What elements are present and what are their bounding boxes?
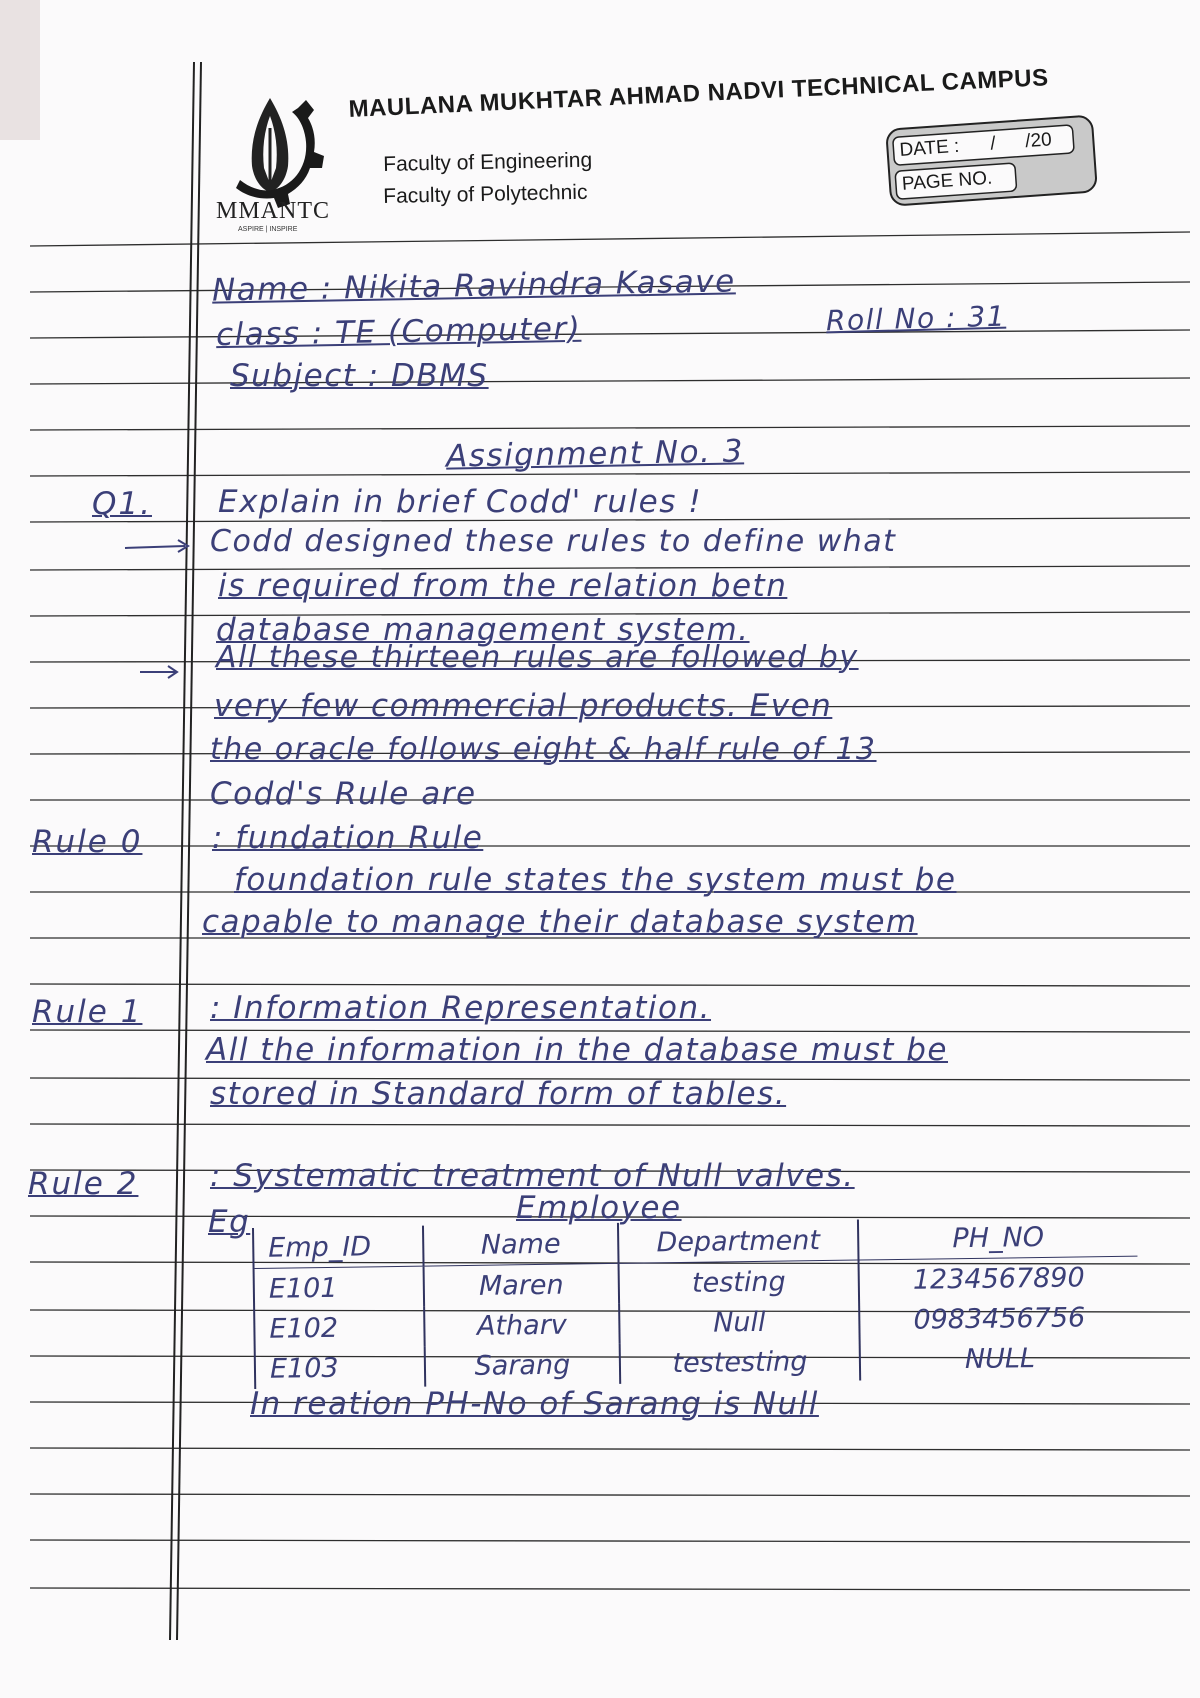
rule-text-line: stored in Standard form of tables. bbox=[210, 1076, 787, 1112]
logo-text: MMANTC bbox=[216, 198, 331, 224]
table-cell: E103 bbox=[255, 1347, 426, 1389]
rule-label: Rule 0 bbox=[32, 824, 143, 860]
rule-title: : fundation Rule bbox=[212, 820, 484, 856]
rule-text-line: foundation rule states the system must be bbox=[234, 862, 957, 898]
roll-number: Roll No : 31 bbox=[825, 299, 1007, 338]
rule-conclusion: In reation PH-No of Sarang is Null bbox=[250, 1386, 819, 1422]
answer-line: database management system. bbox=[216, 612, 750, 648]
answer-line: the oracle follows eight & half rule of 13 bbox=[210, 732, 877, 767]
rule-label: Rule 2 bbox=[28, 1166, 139, 1202]
date-label: DATE : bbox=[898, 135, 961, 161]
table-cell: NULL bbox=[860, 1337, 1140, 1381]
employee-table bbox=[252, 1216, 1139, 1389]
date-page-box bbox=[884, 113, 1101, 210]
table-header-cell: PH_NO bbox=[858, 1216, 1138, 1260]
subject: Subject : DBMS bbox=[230, 358, 489, 394]
faculty-polytechnic: Faculty of Polytechnic bbox=[383, 180, 588, 208]
answer-line: very few commercial products. Even bbox=[214, 688, 833, 724]
table-header-cell: Department bbox=[618, 1220, 859, 1264]
rule-title: : Information Representation. bbox=[210, 990, 712, 1026]
date-slash: / bbox=[989, 133, 997, 155]
table-cell: 0983456756 bbox=[859, 1297, 1139, 1341]
answer-line: All these thirteen rules are followed by bbox=[216, 640, 859, 675]
answer-line: is required from the relation betn bbox=[218, 568, 788, 604]
table-header-cell: Name bbox=[423, 1223, 619, 1266]
table-title: Employee bbox=[516, 1190, 682, 1226]
table-cell: Maren bbox=[424, 1263, 620, 1306]
table-cell: testing bbox=[619, 1260, 860, 1304]
faculty-engineering: Faculty of Engineering bbox=[383, 148, 593, 176]
table-cell: Atharv bbox=[424, 1304, 620, 1347]
question-label: Q1. bbox=[92, 486, 152, 522]
answer-line: Codd designed these rules to define what bbox=[210, 524, 897, 559]
rule-text-line: All the information in the database must be bbox=[206, 1032, 949, 1068]
assignment-title: Assignment No. 3 bbox=[445, 433, 745, 475]
table-cell: Null bbox=[619, 1301, 860, 1344]
table-cell: E101 bbox=[254, 1266, 425, 1309]
answer-line: Codd's Rule are bbox=[210, 776, 477, 812]
student-class: class : TE (Computer) bbox=[215, 310, 582, 354]
table-header-cell: Emp_ID bbox=[253, 1226, 424, 1269]
table-cell: 1234567890 bbox=[859, 1256, 1139, 1300]
rule-label: Rule 1 bbox=[32, 994, 143, 1030]
table-cell: Sarang bbox=[425, 1344, 621, 1387]
rule-title: : Systematic treatment of Null valves. bbox=[210, 1158, 855, 1194]
table-cell: testesting bbox=[620, 1341, 861, 1384]
rule-text-line: capable to manage their database system bbox=[202, 904, 918, 940]
college-name: MAULANA MUKHTAR AHMAD NADVI TECHNICAL CAMPUS bbox=[348, 64, 1050, 123]
question-text: Explain in brief Codd' rules ! bbox=[218, 484, 703, 520]
example-label: Eg bbox=[208, 1204, 251, 1240]
table-cell: E102 bbox=[254, 1307, 425, 1349]
logo-tagline: ASPIRE | INSPIRE bbox=[238, 226, 298, 233]
date-year: /20 bbox=[1024, 129, 1053, 153]
page-number-label: PAGE NO. bbox=[901, 167, 993, 195]
student-name: Name : Nikita Ravindra Kasave bbox=[211, 263, 736, 309]
